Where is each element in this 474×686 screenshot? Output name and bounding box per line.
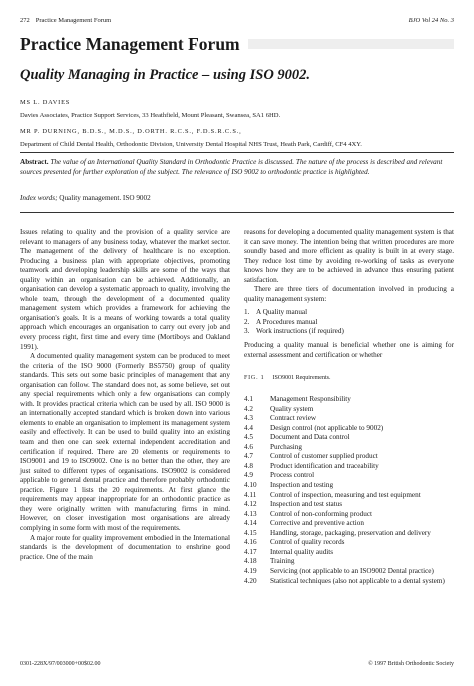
requirement-row: [244, 443, 454, 453]
list-item: [244, 318, 454, 328]
list-item: [244, 308, 454, 318]
requirement-number: 4.9: [244, 471, 253, 480]
requirement-number: 4.4: [244, 423, 253, 432]
list-item-text: A Quality manual: [256, 308, 308, 317]
requirement-number: 4.13: [244, 509, 257, 518]
author-name-1: MS L. DAVIES: [20, 99, 71, 106]
requirement-number: 4.8: [244, 461, 253, 470]
requirement-row: [244, 567, 454, 577]
requirement-row: [244, 452, 454, 462]
body-paragraph: Issues relating to quality and the provision of a quality service are relevant to managers of any business today, whatever the market sector. The management of the delivery of healthcare is no exception. Producing a business plan with appropriate objectives, promoting teamwork and developing leadership skills are some of the ways that quality within an organisation can be achieved. Additionally, an organisation can develop a systematic approach to quality, involving the whole team, through the development of a documented quality management system which provides a framework for achieving the organisation's goals. It is a means of working towards a total quality approach which encourages an organisation to carry out every job and every process right, first time and every time (Mortiboys and Oakland 1991).: [20, 228, 230, 351]
requirement-number: 4.5: [244, 433, 253, 442]
requirement-row: [244, 405, 454, 415]
requirements-list: [244, 395, 454, 586]
body-paragraph: Producing a quality manual is beneficial whether one is aiming for external assessment and certification or whether: [244, 341, 454, 359]
requirement-number: 4.15: [244, 528, 257, 537]
right-column: [244, 228, 454, 586]
divider-rule: [20, 212, 454, 213]
requirement-text: Internal quality audits: [270, 547, 334, 556]
requirement-text: Product identification and traceability: [270, 461, 379, 470]
requirement-row: [244, 414, 454, 424]
requirement-number: 4.2: [244, 404, 253, 413]
figure-caption-text: ISO9001 Requirements.: [272, 375, 331, 382]
body-paragraph: A documented quality management system can be produced to meet the criteria of the ISO 9000 (Formerly BS5750) group of quality standards. This sets out some basic principles of management that any organisation can follow. The standard does not, as some believe, set out any special requirements which only a few organisations can comply with. It provides practical criteria which can be used by all. ISO 9000 is an internationally accepted standard which is broken down into various elements to enable an organisation to implement its management system easily and effectively. It can be used to build quality into an existing team and then one can seek external independent accreditation and certification if required. There are 20 elements or requirements to ISO9001 and 19 to ISO9002. One is no better than the other, they are just suited to different types of organisations. ISO9002 is considered applicable to general dental practice and therefore probably orthodontic practice. Figure 1 lists the 20 requirements. At first glance the requirements may appear inappropriate for an orthodontic practice as they were originally written with manufacturing firms in mind. However, on closer investigation most organisations are already complying in some form with most of the requirements.: [20, 352, 230, 532]
requirement-row: [244, 519, 454, 529]
requirement-number: 4.19: [244, 566, 257, 575]
requirement-number: 4.3: [244, 414, 253, 423]
requirement-text: Quality system: [270, 404, 314, 413]
requirement-text: Process control: [270, 471, 315, 480]
body-paragraph: A major route for quality improvement embodied in the International standards is the development of documentation to enshrine good practice. One of the main: [20, 533, 230, 561]
author-affiliation-2: Department of Child Dental Health, Orthodontic Division, University Dental Hospital NHS Trust, Heath Park, Cardiff, CF4 4XY.: [20, 141, 362, 148]
list-item-number: 3.: [244, 327, 250, 336]
body-paragraph: There are three tiers of documentation involved in producing a quality management system:: [244, 285, 454, 303]
documentation-list: [244, 308, 454, 337]
requirement-row: [244, 548, 454, 558]
requirement-text: Servicing (not applicable to an ISO9002 Dental practice): [270, 566, 434, 575]
abstract-heading: Abstract.: [20, 158, 49, 166]
list-item-text: A Procedures manual: [256, 317, 318, 326]
divider-rule: [20, 152, 454, 153]
requirement-text: Statistical techniques (also not applicable to a dental system): [270, 576, 445, 585]
requirement-number: 4.16: [244, 538, 257, 547]
requirement-number: 4.6: [244, 442, 253, 451]
abstract-text: The value of an International Quality Standard in Orthodontic Practice is discussed. The nature of the process is described and relevant sources presented for further exploration of the subject. The relevance of ISO 9002 to orthodontic practice is highlighted.: [20, 158, 443, 176]
list-item-number: 2.: [244, 317, 250, 326]
requirement-row: [244, 529, 454, 539]
requirement-number: 4.20: [244, 576, 257, 585]
requirement-text: Inspection and testing: [270, 481, 334, 490]
running-header-section: Practice Management Forum: [35, 17, 112, 24]
requirement-number: 4.18: [244, 557, 257, 566]
running-header-left: [20, 16, 111, 26]
requirement-row: [244, 538, 454, 548]
running-header: [20, 16, 454, 26]
list-item-text: Work instructions (if required): [256, 327, 344, 336]
requirement-text: Design control (not applicable to 9002): [270, 423, 384, 432]
requirement-text: Control of inspection, measuring and test equipment: [270, 490, 421, 499]
article-title: Quality Managing in Practice – using ISO 9002.: [20, 67, 311, 83]
author-name-2: MR P. DURNING, B.D.S., M.D.S., D.ORTH. R.C.S., F.D.S.R.C.S.,: [20, 128, 242, 135]
requirement-row: [244, 500, 454, 510]
requirement-text: Inspection and test status: [270, 500, 343, 509]
left-column: [20, 228, 230, 562]
requirement-row: [244, 395, 454, 405]
requirement-text: Purchasing: [270, 442, 302, 451]
requirement-row: [244, 481, 454, 491]
requirement-row: [244, 433, 454, 443]
figure-caption: [244, 374, 454, 383]
requirement-text: Document and Data control: [270, 433, 350, 442]
requirement-row: [244, 471, 454, 481]
requirement-row: [244, 424, 454, 434]
list-item-number: 1.: [244, 308, 250, 317]
requirement-text: Control of non-conforming product: [270, 509, 373, 518]
requirement-row: [244, 577, 454, 587]
journal-reference: BJO Vol 24 No. 3: [408, 17, 454, 24]
list-item: [244, 327, 454, 337]
page-footer: [20, 659, 454, 669]
keywords-label: Index words;: [20, 194, 58, 202]
footer-copyright: © 1997 British Orthodontic Society: [368, 661, 454, 667]
page-number: 272: [20, 17, 30, 24]
requirement-text: Control of customer supplied product: [270, 452, 378, 461]
keywords-value: Quality management. ISO 9002: [59, 194, 151, 202]
requirement-text: Corrective and preventive action: [270, 519, 364, 528]
requirement-text: Training: [270, 557, 295, 566]
requirement-text: Handling, storage, packaging, preservation and delivery: [270, 528, 431, 537]
requirement-number: 4.12: [244, 500, 257, 509]
requirement-text: Management Responsibility: [270, 395, 351, 404]
requirement-text: Control of quality records: [270, 538, 345, 547]
requirement-text: Contract review: [270, 414, 317, 423]
requirement-number: 4.11: [244, 490, 257, 499]
requirement-number: 4.1: [244, 395, 253, 404]
keywords: [20, 194, 454, 204]
abstract: [20, 158, 454, 177]
requirement-number: 4.17: [244, 547, 257, 556]
requirement-number: 4.10: [244, 481, 257, 490]
section-title: Practice Management Forum: [20, 33, 248, 55]
requirement-number: 4.7: [244, 452, 253, 461]
body-paragraph: reasons for developing a documented quality management system is that it can save money. The intention being that written procedures are more soundly based and more efficient as quality is built in at every stage. They reduce lost time by avoiding re-working of tasks as everyone knows how they are to be achieved in advance thus ensuring patient satisfaction.: [244, 228, 454, 284]
requirement-row: [244, 491, 454, 501]
requirement-row: [244, 557, 454, 567]
footer-code: 0301-228X/97/003000+00$02.00: [20, 661, 101, 667]
requirement-number: 4.14: [244, 519, 257, 528]
requirement-row: [244, 510, 454, 520]
figure-label: FIG. 1: [244, 375, 265, 382]
requirement-row: [244, 462, 454, 472]
author-affiliation-1: Davies Associates, Practice Support Services, 33 Heathfield, Mount Pleasant, Swansea, SA1 6HD.: [20, 112, 281, 119]
